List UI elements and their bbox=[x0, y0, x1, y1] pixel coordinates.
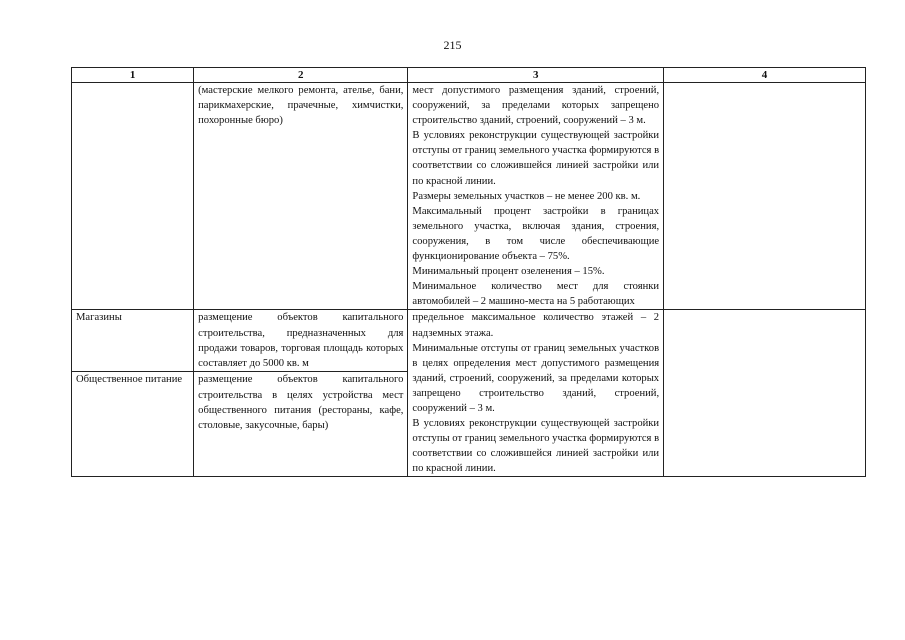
row1-col3-para: Минимальный процент озеленения – 15%. bbox=[412, 266, 605, 278]
table-row bbox=[72, 310, 866, 372]
row1-col1 bbox=[72, 83, 194, 310]
shared-col3 bbox=[408, 310, 664, 477]
shared-col3-para: В условиях реконструкции существующей застройки отступы от границ земельного участка формируются в соответствии со сложившейся линией застройки или по красной линии. bbox=[412, 418, 660, 475]
shared-col3-para: предельное максимальное количество этажей – 2 надземных этажа. bbox=[412, 312, 660, 339]
column-header-1: 1 bbox=[72, 68, 194, 83]
column-header-3: 3 bbox=[408, 68, 664, 83]
row1-col4 bbox=[664, 83, 866, 310]
row2-col2: размещение объектов капитального строительства, предназначенных для продажи товаров, торговая площадь которых составляет до 5000 кв. м bbox=[194, 310, 408, 372]
row1-col3-para: Минимальное количество мест для стоянки автомобилей – 2 машино-места на 5 работающих bbox=[412, 281, 660, 308]
row1-col3-para: мест допустимого размещения зданий, строений, сооружений, за пределами которых запрещено строительство зданий, строений, сооружений – 3 м. bbox=[412, 85, 660, 127]
column-header-4: 4 bbox=[664, 68, 866, 83]
regulations-table bbox=[71, 67, 866, 477]
shared-col3-para: Минимальные отступы от границ земельных участков в целях определения мест допустимого размещения зданий, строений, сооружений, за пределами которых запрещено строительство зданий, строений, сооружений – 3 м. bbox=[412, 342, 660, 414]
row2-col1: Магазины bbox=[72, 310, 194, 372]
page-number: 215 bbox=[443, 38, 462, 52]
row1-col3-para: Максимальный процент застройки в границах земельного участка, включая здания, строения, сооружения, в том числе обеспечивающие функционирование объекта – 75%. bbox=[412, 205, 660, 263]
row3-col1: Общественное питание bbox=[72, 372, 194, 477]
shared-col4 bbox=[664, 310, 866, 477]
row1-col3-para: Размеры земельных участков – не менее 200 кв. м. bbox=[412, 190, 641, 202]
row1-col2: (мастерские мелкого ремонта, ателье, бани, парикмахерские, прачечные, химчистки, похоронные бюро) bbox=[194, 83, 408, 310]
table-row bbox=[72, 83, 866, 310]
column-header-2: 2 bbox=[194, 68, 408, 83]
row1-col3 bbox=[408, 83, 664, 310]
row3-col2: размещение объектов капитального строительства в целях устройства мест общественного питания (рестораны, кафе, столовые, закусочные, бары) bbox=[194, 372, 408, 477]
row1-col3-para: В условиях реконструкции существующей застройки отступы от границ земельного участка формируются в соответствии со сложившейся линией застройки или по красной линии. bbox=[412, 130, 660, 187]
table-header-row bbox=[72, 68, 866, 83]
